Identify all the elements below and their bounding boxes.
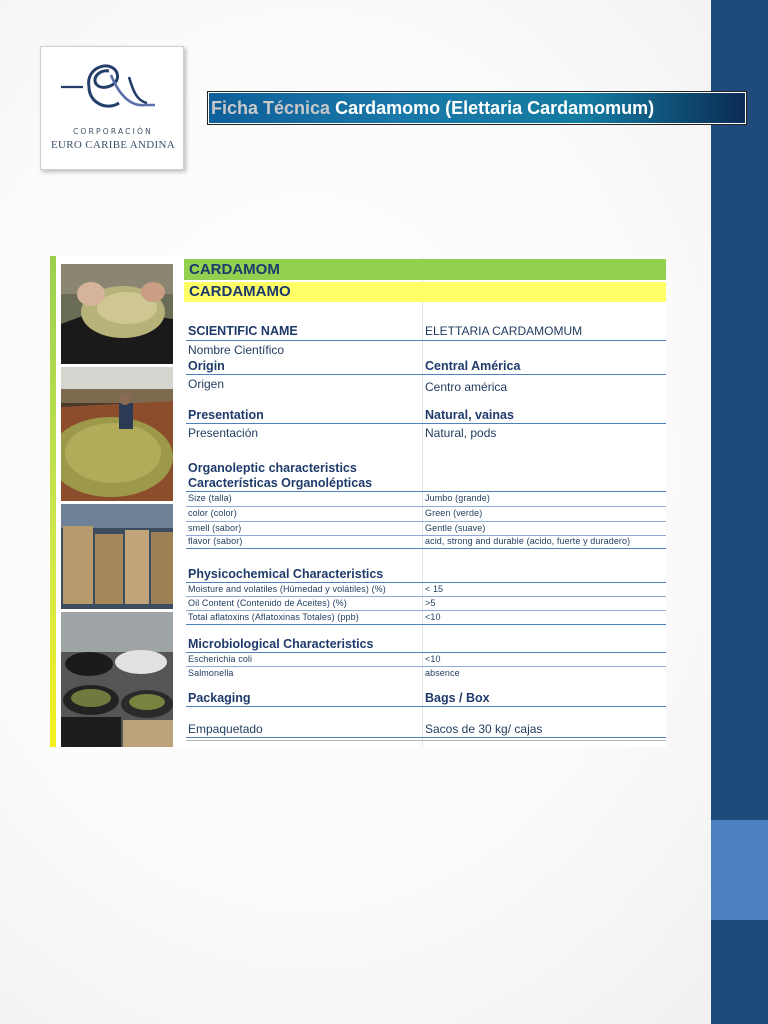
physicochemical-label: Moisture and volatiles (Húmedad y volátiles) (%)	[188, 584, 386, 594]
spec-sheet	[50, 256, 666, 747]
origin-label-es: Origen	[188, 377, 225, 391]
photo-bags-cardamom	[61, 612, 173, 747]
organoleptic-label: Size (talla)	[188, 493, 232, 503]
packaging-value: Bags / Box	[425, 691, 490, 705]
scientific-name-label-es: Nombre Científico	[188, 343, 285, 357]
microbiological-value: absence	[425, 668, 460, 678]
divider	[186, 374, 666, 375]
physicochemical-value: >5	[425, 598, 436, 608]
presentation-label: Presentation	[188, 408, 264, 422]
divider	[186, 521, 666, 522]
divider	[186, 624, 666, 625]
divider	[186, 652, 666, 653]
organoleptic-label: flavor (sabor)	[188, 536, 243, 546]
packaging-label-es: Empaquetado	[188, 722, 263, 736]
divider	[186, 423, 666, 424]
left-color-strip	[50, 256, 56, 747]
microbiological-label: Escherichia coli	[188, 654, 253, 664]
origin-value: Central América	[425, 359, 521, 373]
photo-sacks-warehouse	[61, 504, 173, 609]
presentation-value: Natural, vainas	[425, 408, 514, 422]
organoleptic-label: color (color)	[188, 508, 237, 518]
scientific-name-label: SCIENTIFIC NAME	[188, 324, 298, 338]
page-title	[208, 92, 746, 124]
organoleptic-value: Gentle (suave)	[425, 523, 486, 533]
divider	[186, 740, 666, 741]
physicochemical-value: <10	[425, 612, 441, 622]
photo-cardamom-handful	[61, 264, 173, 364]
origin-label: Origin	[188, 359, 225, 373]
grid-line	[422, 256, 423, 747]
organoleptic-title-en: Organoleptic characteristics	[188, 461, 357, 475]
scientific-name-value: ELETTARIA CARDAMOMUM	[425, 324, 583, 338]
side-decoration-accent	[711, 820, 768, 920]
divider	[186, 548, 666, 549]
divider	[186, 737, 666, 738]
organoleptic-value: acid, strong and durable (acido, fuerte y duradero)	[425, 536, 631, 546]
divider	[186, 340, 666, 341]
organoleptic-value: Jumbo (grande)	[425, 493, 490, 503]
photo-column	[61, 261, 173, 747]
title-part2: Cardamomo (Elettaria Cardamomum)	[335, 98, 655, 118]
logo-text-line2: EURO CARIBE ANDINA	[51, 139, 175, 151]
microbiological-label: Salmonella	[188, 668, 234, 678]
microbiological-value: <10	[425, 654, 441, 664]
photo-drying-tank	[61, 367, 173, 501]
organoleptic-label: smell (sabor)	[188, 523, 242, 533]
divider	[186, 582, 666, 583]
origin-value-es: Centro américa	[425, 380, 508, 394]
microbiological-title: Microbiological Characteristics	[188, 637, 374, 651]
presentation-label-es: Presentación	[188, 426, 259, 440]
packaging-label: Packaging	[188, 691, 251, 705]
logo-emblem-icon	[59, 55, 169, 117]
physicochemical-title: Physicochemical Characteristics	[188, 567, 384, 581]
divider	[186, 491, 666, 492]
physicochemical-label: Total aflatoxins (Aflatoxinas Totales) (ppb)	[188, 612, 359, 622]
organoleptic-title-es: Características Organolépticas	[188, 476, 373, 490]
physicochemical-label: Oil Content (Contenido de Aceites) (%)	[188, 598, 347, 608]
divider	[186, 506, 666, 507]
title-part1: Ficha Técnica	[211, 98, 331, 118]
divider	[186, 596, 666, 597]
divider	[186, 706, 666, 707]
company-logo	[40, 46, 184, 170]
packaging-value-es: Sacos de 30 kg/ cajas	[425, 722, 543, 736]
product-title-en: CARDAMOM	[184, 259, 666, 280]
presentation-value-es: Natural, pods	[425, 426, 497, 440]
logo-text-line1: CORPORACIÓN	[73, 127, 153, 136]
divider	[186, 666, 666, 667]
divider	[186, 610, 666, 611]
organoleptic-value: Green (verde)	[425, 508, 483, 518]
product-title-es: CARDAMAMO	[184, 282, 666, 302]
physicochemical-value: < 15	[425, 584, 444, 594]
